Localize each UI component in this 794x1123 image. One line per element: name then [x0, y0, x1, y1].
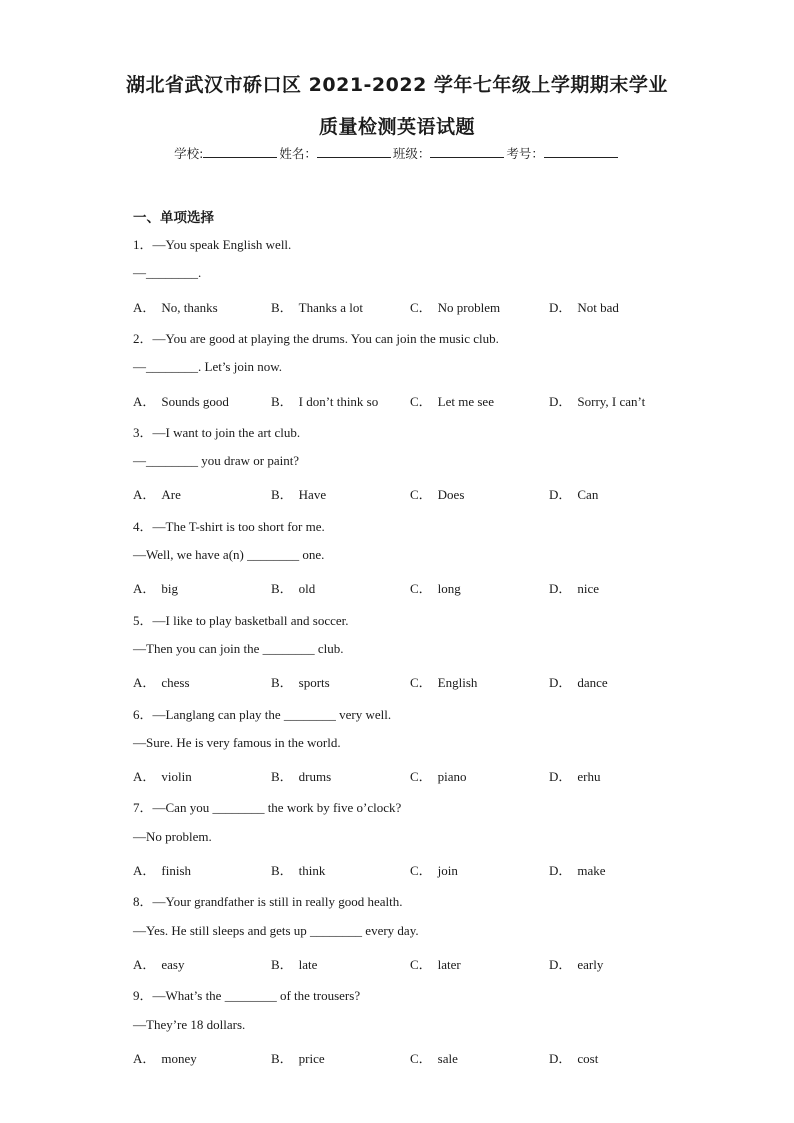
question-stem: 7．—Can you ________ the work by five o’clock?	[133, 800, 402, 816]
question-reply: —________.	[133, 265, 202, 281]
answer-option[interactable]	[271, 484, 326, 503]
option-letter: C．	[410, 675, 432, 691]
school-blank[interactable]	[203, 145, 277, 158]
option-text: sale	[437, 1050, 458, 1066]
question-reply: —________. Let’s join now.	[133, 359, 283, 375]
option-text: money	[161, 1050, 197, 1066]
option-letter: A．	[133, 956, 156, 972]
answer-option[interactable]	[133, 297, 218, 316]
option-letter: B．	[271, 393, 293, 409]
answer-option[interactable]	[549, 578, 599, 597]
answer-option[interactable]	[410, 766, 467, 785]
answer-option[interactable]	[133, 484, 181, 503]
question-reply: —They’re 18 dollars.	[133, 1016, 246, 1032]
school-label: 学校:	[174, 146, 204, 161]
option-text: late	[298, 956, 318, 972]
question-stem: 5．—I like to play basketball and soccer.	[133, 612, 349, 628]
answer-option[interactable]	[133, 672, 190, 691]
question-reply: —Sure. He is very famous in the world.	[133, 734, 341, 750]
option-letter: D．	[549, 863, 572, 878]
option-text: I don’t think so	[298, 393, 379, 409]
option-letter: D．	[549, 299, 572, 315]
answer-option[interactable]	[549, 297, 619, 316]
number-blank[interactable]	[544, 145, 618, 158]
answer-option[interactable]	[271, 297, 363, 316]
answer-option[interactable]	[549, 766, 601, 785]
option-letter: C．	[410, 299, 432, 315]
answer-option[interactable]	[410, 954, 461, 973]
question-stem: 1．—You speak English well.	[133, 237, 292, 252]
option-letter: B．	[271, 487, 293, 503]
answer-option[interactable]	[410, 672, 477, 691]
option-text: Can	[577, 487, 599, 503]
option-letter: A．	[133, 863, 156, 878]
section-title: 一、单项选择	[133, 210, 214, 226]
answer-option[interactable]	[549, 484, 598, 503]
option-text: violin	[161, 769, 192, 785]
answer-option[interactable]	[133, 391, 229, 410]
answer-option[interactable]	[410, 1048, 458, 1067]
option-text: piano	[437, 769, 467, 785]
option-letter: B．	[271, 956, 293, 972]
question-reply: —No problem.	[133, 828, 212, 844]
option-text: No, thanks	[161, 299, 218, 315]
answer-option[interactable]	[271, 672, 330, 691]
option-text: erhu	[577, 769, 601, 785]
option-text: Sorry, I can’t	[577, 393, 646, 409]
number-label: 考号：	[506, 146, 544, 161]
option-letter: B．	[271, 769, 293, 785]
option-letter: B．	[271, 675, 293, 691]
option-letter: C．	[410, 581, 432, 597]
answer-option[interactable]	[271, 578, 315, 597]
option-text: later	[437, 956, 461, 972]
option-letter: B．	[271, 863, 293, 878]
option-text: easy	[161, 956, 185, 972]
answer-option[interactable]	[133, 766, 192, 785]
option-text: Sounds good	[161, 393, 229, 409]
answer-option[interactable]	[271, 391, 378, 410]
option-text: Have	[298, 487, 327, 503]
answer-option[interactable]	[133, 1048, 197, 1067]
option-letter: A．	[133, 1050, 156, 1066]
option-text: make	[577, 863, 606, 878]
answer-option[interactable]	[271, 766, 331, 785]
option-letter: D．	[549, 393, 572, 409]
option-text: English	[437, 675, 478, 691]
exam-title-line-2: 质量检测英语试题	[318, 116, 475, 138]
option-text: chess	[161, 675, 190, 691]
option-text: nice	[577, 581, 600, 597]
question-stem: 9．—What’s the ________ of the trousers?	[133, 988, 361, 1004]
option-text: cost	[577, 1050, 599, 1066]
option-letter: D．	[549, 487, 572, 503]
question-reply: —Yes. He still sleeps and gets up ________ every day.	[133, 922, 419, 938]
option-text: No problem	[437, 299, 501, 315]
answer-option[interactable]	[271, 860, 325, 879]
option-letter: C．	[410, 956, 432, 972]
option-letter: D．	[549, 1050, 572, 1066]
question-stem: 4．—The T-shirt is too short for me.	[133, 518, 325, 534]
question-stem: 2．—You are good at playing the drums. You can join the music club.	[133, 330, 499, 346]
option-letter: A．	[133, 393, 156, 409]
answer-option[interactable]	[133, 954, 185, 973]
answer-option[interactable]	[410, 484, 464, 503]
option-text: Not bad	[577, 299, 619, 315]
option-letter: A．	[133, 769, 156, 785]
answer-option[interactable]	[410, 297, 500, 316]
option-text: Are	[161, 487, 181, 503]
option-letter: C．	[410, 487, 432, 503]
option-letter: C．	[410, 769, 432, 785]
option-text: dance	[577, 675, 608, 691]
answer-option[interactable]	[549, 672, 608, 691]
option-text: think	[298, 863, 326, 878]
answer-option[interactable]	[133, 860, 191, 879]
answer-option[interactable]	[271, 1048, 325, 1067]
name-label: 姓名：	[279, 146, 317, 161]
option-letter: A．	[133, 299, 156, 315]
option-letter: B．	[271, 1050, 293, 1066]
question-reply: —Then you can join the ________ club.	[133, 640, 344, 656]
option-letter: D．	[549, 956, 572, 972]
answer-option[interactable]	[549, 860, 606, 879]
option-text: finish	[161, 863, 192, 878]
option-text: big	[161, 581, 179, 597]
option-letter: D．	[549, 581, 572, 597]
option-text: old	[298, 581, 316, 597]
student-info-row	[0, 144, 794, 162]
option-letter: A．	[133, 487, 156, 503]
option-letter: C．	[410, 393, 432, 409]
class-label: 班级：	[392, 146, 431, 161]
option-text: sports	[298, 675, 330, 691]
option-text: price	[298, 1050, 325, 1066]
option-text: drums	[298, 769, 332, 785]
school-field[interactable]	[174, 144, 279, 162]
exam-title-line-1: 湖北省武汉市硚口区 2021-2022 学年七年级上学期期末学业	[126, 74, 668, 96]
answer-option[interactable]	[549, 954, 603, 973]
name-blank[interactable]	[317, 145, 391, 158]
option-letter: C．	[410, 1050, 432, 1066]
answer-option[interactable]	[133, 578, 178, 597]
answer-option[interactable]	[549, 1048, 598, 1067]
option-text: early	[577, 956, 604, 972]
name-field[interactable]	[279, 144, 393, 162]
answer-option[interactable]	[410, 578, 461, 597]
option-letter: D．	[549, 769, 572, 785]
answer-option[interactable]	[549, 391, 645, 410]
class-field[interactable]	[393, 144, 507, 162]
answer-option[interactable]	[410, 391, 494, 410]
answer-option[interactable]	[271, 954, 317, 973]
option-letter: D．	[549, 675, 572, 691]
option-letter: A．	[133, 675, 156, 691]
question-stem: 3．—I want to join the art club.	[133, 424, 301, 440]
question-reply: —________ you draw or paint?	[133, 453, 300, 469]
number-field[interactable]	[506, 144, 620, 162]
question-reply: —Well, we have a(n) ________ one.	[133, 547, 325, 562]
option-text: long	[437, 581, 461, 597]
option-text: Let me see	[437, 393, 494, 409]
option-letter: A．	[133, 581, 156, 597]
answer-option[interactable]	[410, 860, 458, 879]
question-stem: 6．—Langlang can play the ________ very well.	[133, 706, 392, 722]
option-letter: B．	[271, 299, 293, 315]
option-text: join	[437, 863, 458, 878]
option-letter: B．	[271, 581, 293, 597]
class-blank[interactable]	[430, 145, 504, 158]
option-letter: C．	[410, 863, 432, 878]
option-text: Thanks a lot	[298, 299, 363, 315]
option-text: Does	[437, 487, 465, 503]
question-stem: 8．—Your grandfather is still in really good health.	[133, 894, 403, 910]
